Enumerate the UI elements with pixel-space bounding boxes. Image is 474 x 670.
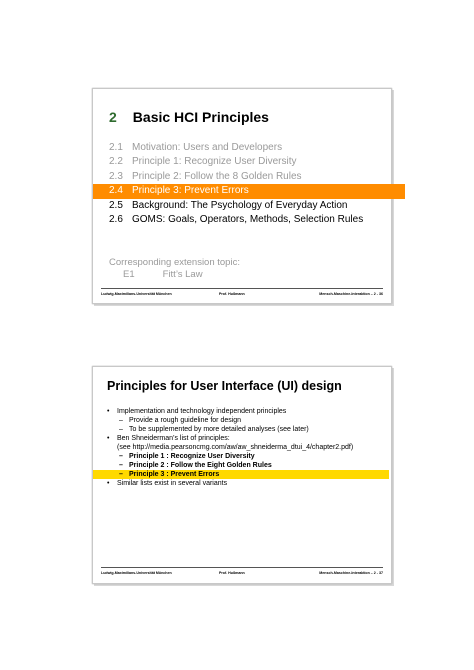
slide-title [109,109,269,125]
section-title: Basic HCI Principles [132,109,269,125]
toc-item: 2.2 Principle 1: Recognize User Diversity [109,156,297,168]
sub-bullet-item: – Provide a rough guideline for design [119,417,242,424]
section-number: 2 [109,109,117,125]
slide-title: Principles for User Interface (UI) design [107,379,342,393]
slide-37 [92,366,392,584]
footer-author: Prof. Hußmann [219,571,245,575]
slide-body [107,407,387,488]
toc-item-current: 2.4 Principle 3: Prevent Errors [93,184,405,198]
extension-name: Fitt’s Law [162,269,203,280]
bullet-item: • Similar lists exist in several variants [107,480,228,487]
footer-author: Prof. Hußmann [219,292,245,296]
toc-item: 2.3 Principle 2: Follow the 8 Golden Rules [109,170,302,182]
bullet-item: • Ben Shneiderman’s list of principles: [107,435,230,442]
toc-list [109,141,389,227]
slide-36 [92,88,392,304]
toc-item: 2.6 GOMS: Goals, Operators, Methods, Selection Rules [109,213,364,225]
principle-1: – Principle 1 : Recognize User Diversity [119,453,255,460]
footer-divider [101,567,383,568]
extension-heading: Corresponding extension topic: [109,257,240,268]
toc-item: 2.5 Background: The Psychology of Everyday Action [109,199,348,211]
footer-course-page: Mensch-Maschine-Interaktion – 2 - 37 [319,571,383,575]
extension-topic [109,257,240,280]
principle-3-current: – Principle 3 : Prevent Errors [93,470,389,479]
footer-course-page: Mensch-Maschine-Interaktion – 2 - 36 [319,292,383,296]
sub-bullet-item: – To be supplemented by more detailed analyses (see later) [119,426,309,433]
extension-code: E1 [123,269,135,280]
principle-2: – Principle 2 : Follow the Eight Golden Rules [119,462,272,469]
footer-divider [101,288,383,289]
footer-university: Ludwig-Maximilians-Universität München [101,571,172,575]
bullet-item: • Implementation and technology independent principles [107,408,287,415]
toc-item: 2.1 Motivation: Users and Developers [109,142,283,153]
footer-university: Ludwig-Maximilians-Universität München [101,292,172,296]
reference-url: (see http://media.pearsoncmg.com/aw/aw_shneiderma_dtui_4/chapter2.pdf) [117,444,354,451]
